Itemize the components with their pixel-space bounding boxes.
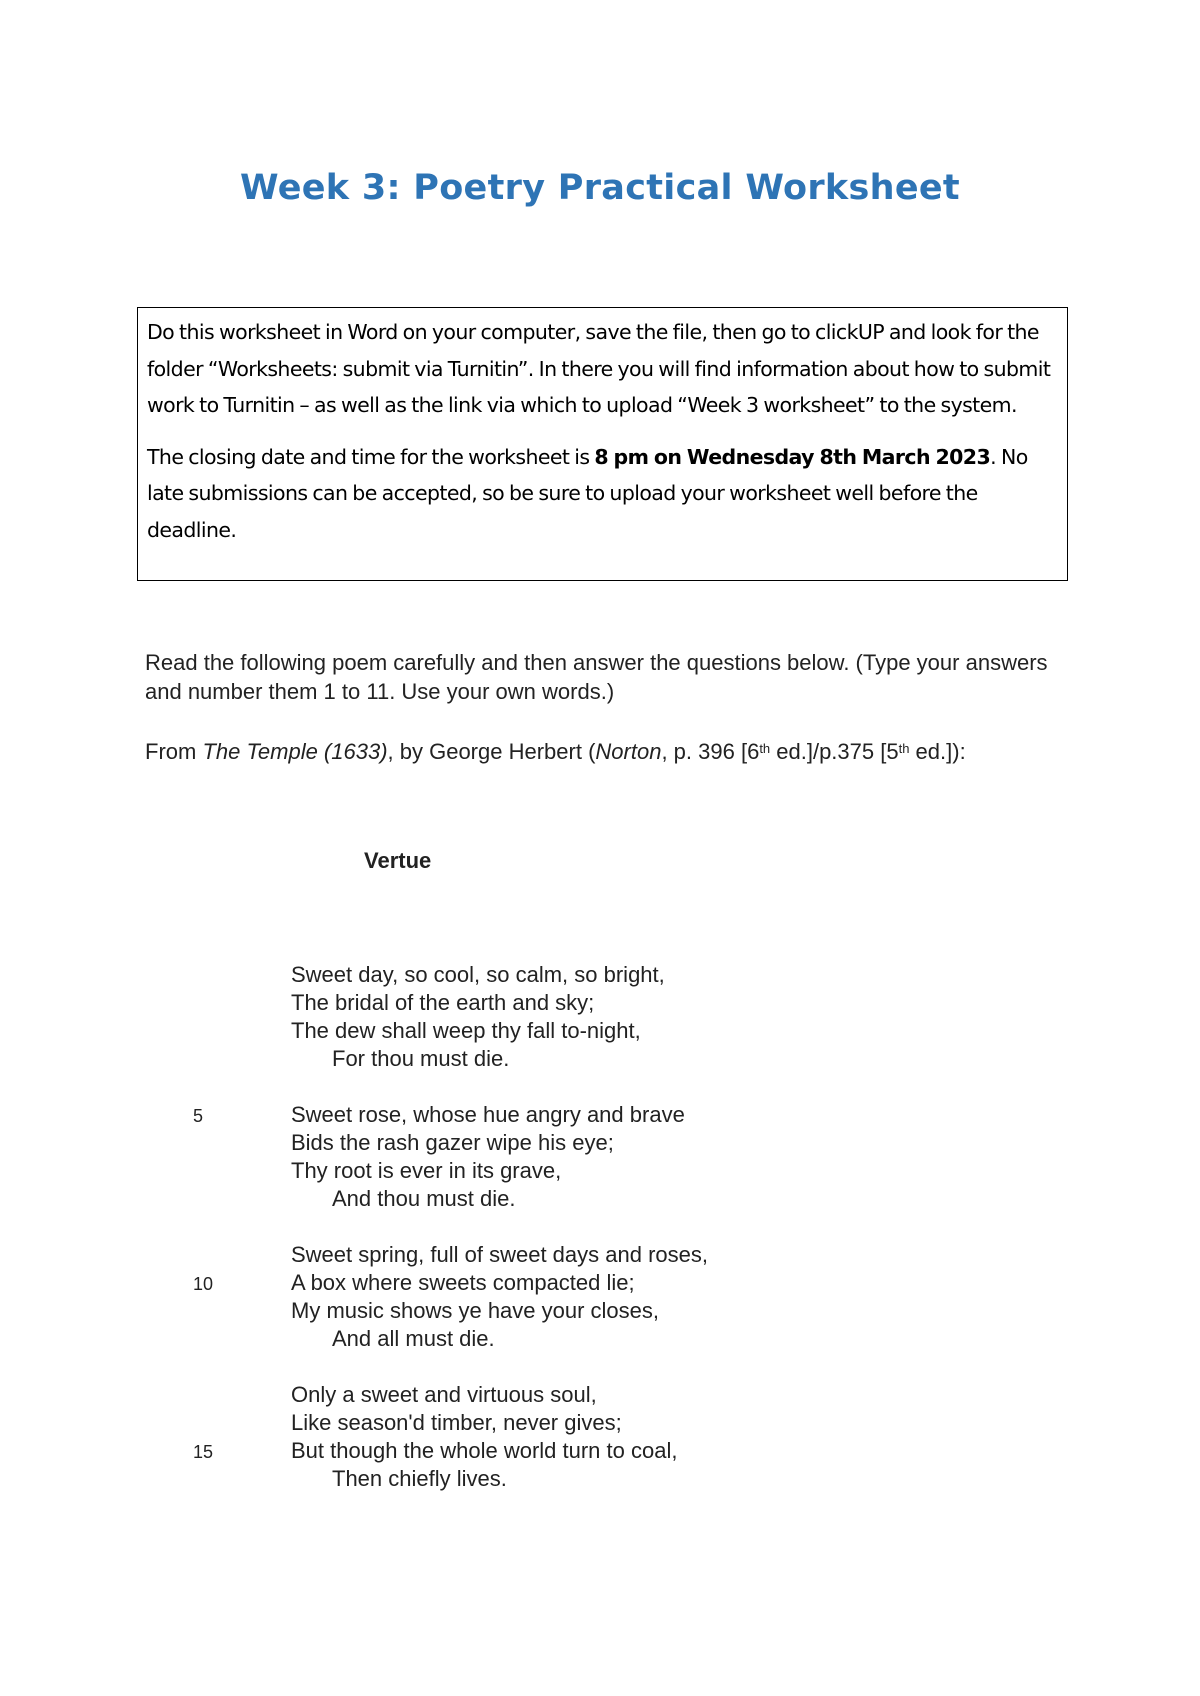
poem-line: A box where sweets compacted lie; [291, 1270, 635, 1295]
poem-line: For thou must die. [332, 1046, 510, 1071]
source-sup-6th: th [759, 741, 771, 756]
poem-line: And all must die. [332, 1326, 495, 1351]
poem-line: Sweet spring, full of sweet days and roses, [291, 1242, 708, 1267]
notice-instructions: Do this worksheet in Word on your computer, save the file, then go to clickUP and look for the folder “Worksheets: submit via Turnitin”. In there you will find information about how to submit work to Turnitin – as well as the link via which to upload “Week 3 worksheet” to the system. [147, 320, 1051, 417]
instructions-paragraph [145, 648, 1075, 706]
poem-line: Sweet rose, whose hue angry and brave [291, 1102, 685, 1127]
poem-source-citation [145, 737, 1105, 766]
poem-line: Sweet day, so cool, so calm, so bright, [291, 962, 665, 987]
deadline-text-after: . No late submissions can be accepted, so be sure to upload your worksheet well before the deadline. [147, 444, 1028, 542]
source-page-6th: , p. 396 [6 [661, 739, 760, 764]
poem-title: Vertue [364, 848, 432, 873]
line-number: 10 [193, 1274, 214, 1294]
source-suffix: ed.]): [909, 739, 966, 764]
source-page-5th: ed.]/p.375 [5 [770, 739, 899, 764]
source-anthology: Norton [595, 739, 662, 764]
submission-notice-box [137, 307, 1068, 581]
poem-line: The bridal of the earth and sky; [291, 990, 595, 1015]
line-number: 5 [193, 1106, 204, 1126]
instructions-text: Read the following poem carefully and then answer the questions below. (Type your answers and number them 1 to 11. Use your own words.) [145, 650, 1048, 704]
notice-deadline [147, 439, 1057, 549]
poem-line: Only a sweet and virtuous soul, [291, 1382, 597, 1407]
poem-line: Then chiefly lives. [332, 1466, 507, 1491]
poem-line: And thou must die. [332, 1186, 516, 1211]
poem-line: My music shows ye have your closes, [291, 1298, 660, 1323]
poem-line: The dew shall weep thy fall to-night, [291, 1018, 641, 1043]
poem-line: Like season'd timber, never gives; [291, 1410, 622, 1435]
poem-line: But though the whole world turn to coal, [291, 1438, 678, 1463]
poem-line: Bids the rash gazer wipe his eye; [291, 1130, 614, 1155]
page-title: Week 3: Poetry Practical Worksheet [240, 168, 960, 208]
line-number: 15 [193, 1442, 214, 1462]
deadline-date: 8 pm on Wednesday 8th March 2023 [594, 444, 991, 469]
source-sup-5th: th [898, 741, 910, 756]
poem-line: Thy root is ever in its grave, [291, 1158, 562, 1183]
source-prefix: From [145, 739, 203, 764]
source-work-title: The Temple (1633) [202, 739, 388, 764]
source-author: , by George Herbert ( [387, 739, 596, 764]
deadline-text-before: The closing date and time for the worksheet is [147, 444, 595, 469]
